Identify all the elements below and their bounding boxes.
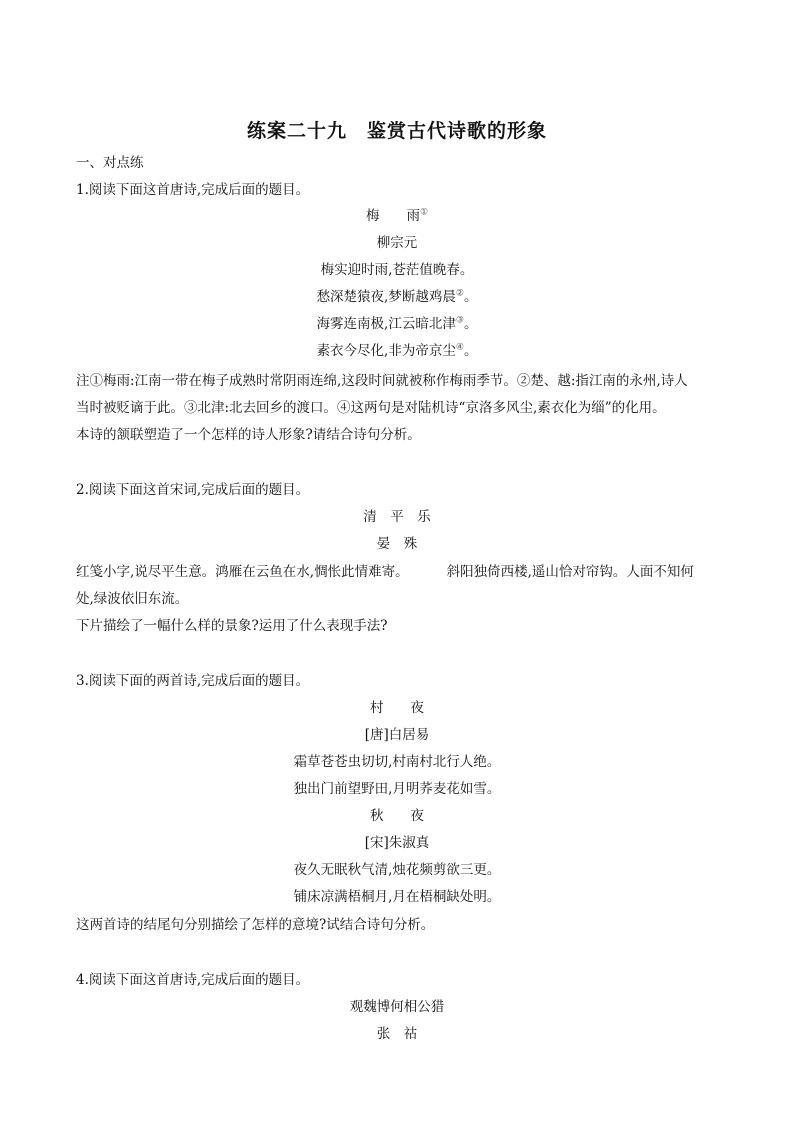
- q1-poem-line-1: 梅实迎时雨,苍茫值晚春。: [320, 262, 474, 278]
- q1-footnote-mark: ①: [419, 207, 429, 218]
- q1-line3-text: 海雾连南极,江云暗北津: [316, 316, 456, 332]
- q3-poem1-line-2: 独出门前望野田,月明荞麦花如雪。: [293, 781, 501, 797]
- q1-intro: 1.阅读下面这首唐诗,完成后面的题目。: [76, 182, 310, 198]
- q1-poem-title: [76, 206, 718, 226]
- q3-question: 这两首诗的结尾句分别描绘了怎样的意境?试结合诗句分析。: [76, 917, 435, 933]
- q1-line3-note: ③: [455, 315, 464, 326]
- q2-text-line-1: [76, 562, 718, 582]
- q3-poem1-line-1: 霜草苍苍虫切切,村南村北行人绝。: [293, 754, 501, 770]
- q2-author: 晏 殊: [376, 536, 418, 552]
- q3-poem2-line-1: 夜久无眠秋气清,烛花频剪欲三更。: [293, 862, 501, 878]
- q4-intro: 4.阅读下面这首唐诗,完成后面的题目。: [76, 972, 310, 988]
- q2-text-lower: 斜阳独倚西楼,遥山恰对帘钩。人面不知何: [446, 564, 694, 580]
- q3-poem1-author: [唐]白居易: [364, 727, 430, 743]
- q2-text-upper: 红笺小字,说尽平生意。鸿雁在云鱼在水,惆怅此情难寄。: [76, 564, 409, 580]
- q3-poem2-title: 秋 夜: [370, 808, 424, 824]
- q2-poem-title: 清 平 乐: [363, 509, 431, 525]
- q1-notes-line-1: 注①梅雨:江南一带在梅子成熟时常阴雨连绵,这段时间就被称作梅雨季节。②楚、越:指江南的永州,诗人: [76, 373, 688, 389]
- q1-line4-end: 。: [463, 343, 478, 359]
- q2-text-line-2: 处,绿波依旧东流。: [76, 591, 189, 607]
- q1-line4-note: ④: [455, 342, 464, 353]
- q3-intro: 3.阅读下面的两首诗,完成后面的题目。: [76, 673, 310, 689]
- q1-question: 本诗的颔联塑造了一个怎样的诗人形象?请结合诗句分析。: [76, 427, 421, 443]
- q1-author: 柳宗元: [376, 235, 418, 251]
- q1-poem-line-2: [76, 287, 718, 307]
- q1-line4-text: 素衣今尽化,非为帝京尘: [316, 343, 456, 359]
- q1-line2-text: 愁深楚猿夜,梦断越鸡晨: [316, 289, 456, 305]
- q1-poem-title-text: 梅 雨: [365, 208, 420, 224]
- q3-poem2-author: [宋]朱淑真: [364, 835, 430, 851]
- q2-question: 下片描绘了一幅什么样的景象?运用了什么表现手法?: [76, 618, 388, 634]
- page-title: 练案二十九 鉴赏古代诗歌的形象: [246, 120, 547, 142]
- q4-poem-title: 观魏博何相公猎: [349, 999, 445, 1015]
- q3-poem2-line-2: 铺床凉满梧桐月,月在梧桐缺处明。: [293, 889, 501, 905]
- q1-notes-line-2: 当时被贬谪于此。③北津:北去回乡的渡口。④这两句是对陆机诗“京洛多风尘,素衣化为缁”的化用。: [76, 400, 666, 416]
- section-heading: 一、对点练: [76, 155, 144, 171]
- q1-line2-end: 。: [463, 289, 478, 305]
- q1-poem-line-4: [76, 341, 718, 361]
- q4-author: 张 祜: [376, 1026, 418, 1042]
- q1-line3-end: 。: [463, 316, 478, 332]
- q3-poem1-title: 村 夜: [370, 700, 424, 716]
- q1-poem-line-3: [76, 314, 718, 334]
- q2-intro: 2.阅读下面这首宋词,完成后面的题目。: [76, 482, 310, 498]
- q1-line2-note: ②: [455, 288, 464, 299]
